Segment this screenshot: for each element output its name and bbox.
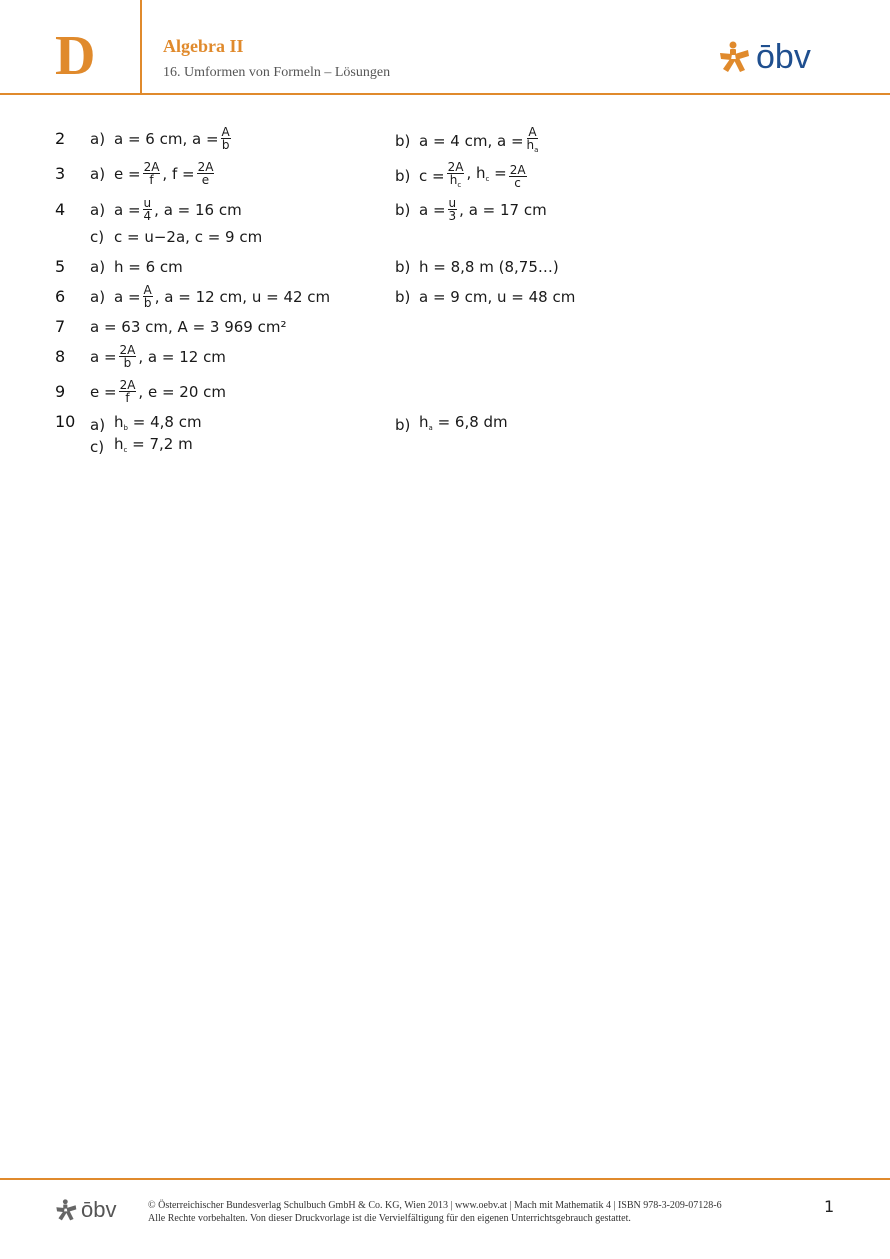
exercise-number: 7 [55,317,66,336]
exercise-8-answer [90,344,226,369]
answer-text: , $h_c$ = [466,164,507,183]
answer-text: a = 6 cm, a = [114,129,219,148]
answer-text: a = 63 cm, A = 3 969 cm² [90,318,287,336]
exercise-6a [90,284,330,309]
subtask-label: a) [90,287,106,306]
exercise-2b [395,126,541,156]
exercise-9-answer [90,379,226,404]
page-subtitle: 16. Umformen von Formeln – Lösungen [163,65,391,80]
fraction: $\frac{2A}{h_c}$ [447,160,464,189]
exercise-2a [90,126,233,151]
fraction: $\frac{2A}{c}$ [509,162,526,190]
subtask-label: b) [395,258,411,276]
fraction: $\frac{A}{b}$ [143,283,152,310]
answer-text: , a = 12 cm, u = 42 cm [154,287,331,306]
oebv-star-icon [55,1199,77,1221]
fraction: $\frac{A}{b}$ [221,125,230,152]
exercise-5b [395,258,559,276]
answer-text: a = [419,200,446,219]
exercise-number: 10 [55,412,76,431]
subtask-label: a) [90,200,106,219]
subtask-label: b) [395,200,411,219]
answer-text: h = 6 cm [114,258,183,276]
exercise-number: 3 [55,164,66,183]
answer-text: $h_a = 6,8$ dm [419,413,508,432]
fraction: $\frac{u}{4}$ [143,196,152,223]
exercise-3a [90,161,216,186]
subtask-label: b) [395,416,411,434]
exercise-number: 2 [55,129,66,148]
answer-text: , f = [162,164,195,183]
footer-line-1: © Österreichischer Bundesverlag Schulbuch GmbH & Co. KG, Wien 2013 | www.oebv.at | Mach mit Mathematik 4 | ISBN 978-3-209-07128-6 [148,1200,722,1211]
answer-text: e = [90,382,117,401]
subtask-label: b) [395,132,411,150]
exercise-number: 5 [55,257,66,276]
exercise-number: 6 [55,287,66,306]
publisher-logo-text: ōbv [756,38,811,76]
subtask-label: b) [395,167,411,185]
fraction: $\frac{2A}{b}$ [119,343,136,370]
answer-text: a = [114,287,141,306]
subtask-label: a) [90,258,106,276]
footer-logo-text: ōbv [81,1197,117,1222]
exercise-4b [395,197,547,222]
answer-text: , a = 17 cm [459,200,547,219]
exercise-number: 9 [55,382,66,401]
exercise-10a [90,413,202,437]
exercise-5a [90,258,183,276]
footer-copyright [148,1199,722,1225]
page-number: 1 [824,1197,835,1216]
exercise-3b [395,161,529,191]
publisher-logo [718,40,811,74]
exercise-4a [90,197,242,222]
subtask-label: b) [395,288,411,306]
footer-line-2: Alle Rechte vorbehalten. Von dieser Druckvorlage ist die Vervielfältigung für den eigenen Unterrichtsgebrauch gestattet. [148,1213,631,1224]
exercise-10c [90,435,193,459]
answer-text: h = 8,8 m (8,75…) [419,258,559,276]
exercise-6b [395,288,575,306]
header-divider [0,93,890,95]
answer-text: e = [114,164,141,183]
header-divider-vertical [140,0,142,93]
subtask-label: a) [90,164,106,183]
exercise-7-answer [90,318,287,336]
footer-logo [55,1199,116,1221]
answer-text: , a = 12 cm [138,347,226,366]
exercise-4c [90,228,262,246]
footer-divider [0,1178,890,1180]
exercise-number: 8 [55,347,66,366]
subtask-label: c) [90,228,105,246]
page-title: Algebra II [163,36,244,56]
answer-text: $h_b = 4,8$ cm [114,413,202,432]
subtask-label: c) [90,438,105,456]
answer-text: c = [419,167,445,185]
fraction: $\frac{2A}{f}$ [143,160,160,187]
answer-text: , e = 20 cm [138,382,227,401]
answer-text: a = [90,347,117,366]
answer-text: $h_c = 7,2$ m [114,435,193,454]
answer-text: c = u−2a, c = 9 cm [114,228,263,246]
exercise-10b [395,413,508,437]
oebv-star-icon [718,41,750,73]
fraction: $\frac{2A}{f}$ [119,378,136,405]
answer-text: a = 9 cm, u = 48 cm [419,288,576,306]
fraction: $\frac{A}{h_a}$ [526,125,539,154]
fraction: $\frac{2A}{e}$ [197,160,214,187]
subtask-label: a) [90,416,106,434]
chapter-letter: D [55,25,96,87]
fraction: $\frac{u}{3}$ [448,196,457,223]
answer-text: a = [114,200,141,219]
exercise-number: 4 [55,200,66,219]
subtask-label: a) [90,129,106,148]
answer-text: , a = 16 cm [154,200,242,219]
answer-text: a = 4 cm, a = [419,132,524,150]
